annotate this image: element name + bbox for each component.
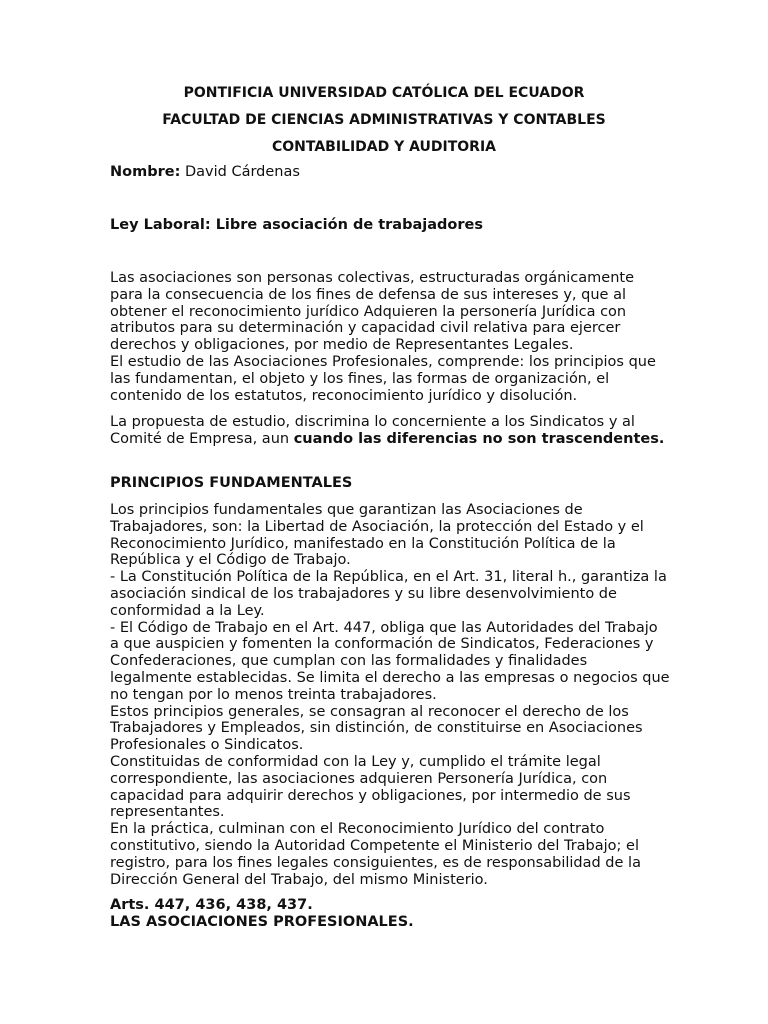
intro-line: contenido de los estatutos, reconocimiento jurídico y disolución. xyxy=(110,387,578,404)
principles-line: Reconocimiento Jurídico, manifestado en la Constitución Política de la xyxy=(110,535,616,552)
university-title: PONTIFICIA UNIVERSIDAD CATÓLICA DEL ECUADOR xyxy=(183,85,585,101)
principles-line: En la práctica, culminan con el Reconocimiento Jurídico del contrato xyxy=(110,821,605,838)
principles-paragraph xyxy=(110,502,670,888)
topic-text: Ley Laboral: Libre asociación de trabajadores xyxy=(110,217,483,233)
principles-line: legalmente establecidas. Se limita el derecho a las empresas o negocios que xyxy=(110,669,670,686)
intro-line: para la consecuencia de los fines de defensa de sus intereses y, que al xyxy=(110,286,626,303)
intro-line: atributos para su determinación y capacidad civil relativa para ejercer xyxy=(110,320,621,337)
intro-line: obtener el reconocimiento jurídico Adquieren la personería Jurídica con xyxy=(110,303,627,320)
principles-line: a que auspicien y fomenten la conformación de Sindicatos, Federaciones y xyxy=(110,636,654,653)
topic-heading xyxy=(110,217,670,234)
intro-line: las fundamentan, el objeto y los fines, las formas de organización, el xyxy=(110,370,610,387)
principles-line: Profesionales o Sindicatos. xyxy=(110,737,304,754)
proposal-line-2-normal: Comité de Empresa, aun xyxy=(110,430,294,447)
program-title: CONTABILIDAD Y AUDITORIA xyxy=(271,139,497,155)
principles-line: capacidad para adquirir derechos y obligaciones, por intermedio de sus xyxy=(110,787,631,804)
principles-line: correspondiente, las asociaciones adquieren Personería Jurídica, con xyxy=(110,770,608,787)
principles-line: Los principios fundamentales que garantizan las Asociaciones de xyxy=(110,502,583,518)
principles-line: Trabajadores y Empleados, sin distinción, de constituirse en Asociaciones xyxy=(110,720,643,737)
principles-line: registro, para los fines legales consiguientes, es de responsabilidad de la xyxy=(110,854,641,871)
principles-line: asociación sindical de los trabajadores y su libre desenvolvimiento de xyxy=(110,585,617,602)
principles-heading xyxy=(110,475,670,492)
principles-line: - La Constitución Política de la República, en el Art. 31, literal h., garantiza la xyxy=(110,569,667,586)
principles-line: República y el Código de Trabajo. xyxy=(110,552,351,569)
principles-line: no tengan por lo menos treinta trabajadores. xyxy=(110,686,437,703)
proposal-paragraph xyxy=(110,414,670,448)
associations-heading: LAS ASOCIACIONES PROFESIONALES. xyxy=(110,913,414,930)
intro-paragraph xyxy=(110,270,670,404)
proposal-line-2-bold: cuando las diferencias no son trascendentes. xyxy=(293,430,665,447)
principles-heading-text: PRINCIPIOS FUNDAMENTALES xyxy=(110,475,353,491)
principles-line: Estos principios generales, se consagran al reconocer el derecho de los xyxy=(110,703,629,720)
intro-line: Las asociaciones son personas colectivas, estructuradas orgánicamente xyxy=(110,270,635,286)
principles-line: Dirección General del Trabajo, del mismo Ministerio. xyxy=(110,871,488,888)
principles-line: - El Código de Trabajo en el Art. 447, obliga que las Autoridades del Trabajo xyxy=(110,619,658,636)
student-name: David Cárdenas xyxy=(180,164,300,180)
principles-line: Confederaciones, que cumplan con las formalidades y finalidades xyxy=(110,653,588,670)
intro-line: El estudio de las Asociaciones Profesionales, comprende: los principios que xyxy=(110,353,656,370)
articles-block xyxy=(110,897,670,931)
name-label: Nombre: xyxy=(110,164,181,180)
principles-line: conformidad a la Ley. xyxy=(110,602,265,619)
principles-line: Trabajadores, son: la Libertad de Asociación, la protección del Estado y el xyxy=(110,518,644,535)
principles-line: Constituidas de conformidad con la Ley y, cumplido el trámite legal xyxy=(110,753,601,770)
articles-reference: Arts. 447, 436, 438, 437. xyxy=(110,897,313,913)
faculty-title: FACULTAD DE CIENCIAS ADMINISTRATIVAS Y CONTABLES xyxy=(162,112,606,128)
intro-line: derechos y obligaciones, por medio de Representantes Legales. xyxy=(110,337,574,354)
principles-line: representantes. xyxy=(110,804,225,821)
principles-line: constitutivo, siendo la Autoridad Competente el Ministerio del Trabajo; el xyxy=(110,837,639,854)
proposal-line-1: La propuesta de estudio, discrimina lo concerniente a los Sindicatos y al xyxy=(110,414,635,430)
student-name-line xyxy=(110,164,670,181)
